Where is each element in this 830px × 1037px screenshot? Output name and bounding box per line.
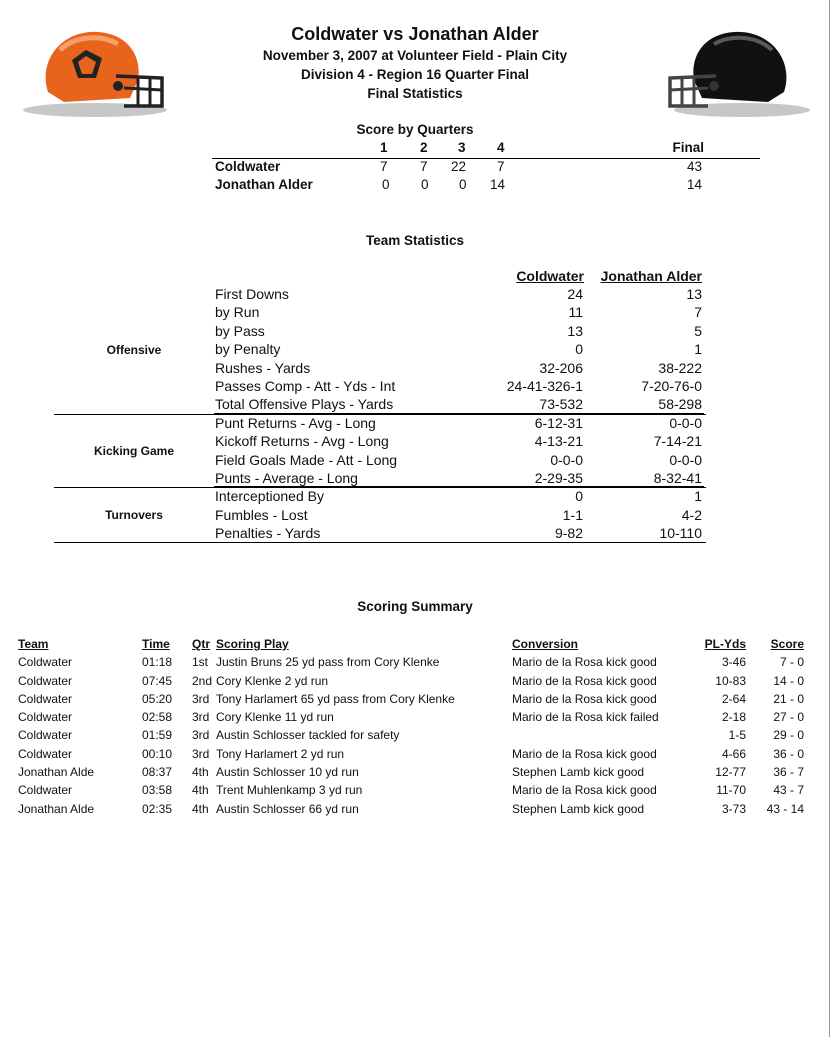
stat-value-jonathan-alder: 7 [694, 304, 702, 321]
scoring-play: Trent Muhlenkamp 3 yd run [216, 783, 363, 798]
col-scoring-play: Scoring Play [216, 637, 289, 651]
conversion: Mario de la Rosa kick good [512, 655, 657, 670]
conversion: Mario de la Rosa kick good [512, 746, 657, 761]
pl-yds: 10-83 [715, 673, 746, 688]
quarter-score: 14 [490, 177, 506, 192]
pl-yds: 3-73 [721, 801, 746, 816]
scoring-row [18, 692, 808, 710]
quarter: 4th [192, 801, 209, 816]
stat-value-jonathan-alder: 7-14-21 [653, 433, 702, 450]
team-stats-header-row [54, 268, 706, 286]
quarter: 4th [192, 783, 209, 798]
time: 02:35 [142, 801, 173, 816]
scoring-row [18, 802, 808, 820]
stat-label: Rushes - Yards [215, 359, 311, 376]
time: 00:10 [142, 746, 173, 761]
scoring-play: Cory Klenke 2 yd run [216, 673, 329, 688]
stat-row [54, 323, 706, 341]
stat-row [54, 415, 706, 433]
team: Coldwater [18, 673, 73, 688]
stat-value-jonathan-alder: 13 [686, 286, 702, 302]
stat-value-jonathan-alder: 7-20-76-0 [641, 377, 702, 394]
quarter-score: 0 [382, 177, 390, 192]
team: Coldwater [18, 655, 73, 670]
conversion: Mario de la Rosa kick good [512, 673, 657, 688]
stat-value-jonathan-alder: 4-2 [681, 506, 702, 523]
col-qtr: Qtr [192, 637, 210, 651]
scoring-play: Justin Bruns 25 yd pass from Cory Klenke [216, 655, 440, 670]
stat-value-coldwater: 4-13-21 [534, 433, 583, 450]
stat-label: Fumbles - Lost [215, 506, 308, 523]
quarter-header: 3 [458, 140, 466, 155]
score: 29 - 0 [773, 728, 804, 743]
game-date-location: November 3, 2007 at Volunteer Field - Plain City [262, 48, 568, 63]
stat-value-jonathan-alder: 5 [694, 322, 702, 339]
final-score: 43 [686, 159, 702, 174]
quarter-score: 22 [451, 159, 467, 174]
scoring-play: Cory Klenke 11 yd run [216, 710, 334, 725]
quarter-score: 7 [497, 159, 505, 174]
stat-label: Penalties - Yards [215, 525, 321, 542]
stat-label: by Run [215, 304, 260, 321]
team-stats-col-jonathan-alder: Jonathan Alder [600, 268, 702, 284]
divider [214, 486, 704, 487]
time: 01:18 [142, 655, 173, 670]
stat-value-coldwater: 13 [567, 322, 583, 339]
stat-value-jonathan-alder: 0-0-0 [669, 414, 702, 431]
quarters-header-row [212, 140, 760, 159]
stat-value-coldwater: 11 [568, 304, 583, 321]
pl-yds: 2-64 [721, 691, 746, 706]
time: 02:58 [142, 710, 173, 725]
conversion: Mario de la Rosa kick good [512, 783, 657, 798]
divider [54, 487, 706, 488]
team-name: Jonathan Alder [215, 177, 313, 192]
conversion: Mario de la Rosa kick failed [512, 710, 659, 725]
scoring-summary-title: Scoring Summary [357, 599, 473, 614]
score: 7 - 0 [779, 655, 804, 670]
quarter-score: 7 [380, 159, 388, 174]
stat-value-coldwater: 0 [575, 488, 583, 505]
quarter: 2nd [192, 673, 213, 688]
stat-value-coldwater: 1-1 [562, 506, 583, 523]
scoring-play: Tony Harlamert 2 yd run [216, 746, 345, 761]
col-time: Time [142, 637, 170, 651]
scoring-row [18, 655, 808, 673]
col-pl-yds: PL-Yds [704, 637, 746, 651]
score: 43 - 7 [773, 783, 804, 798]
stat-value-jonathan-alder: 8-32-41 [653, 469, 702, 486]
stat-value-coldwater: 6-12-31 [534, 414, 583, 431]
quarter-header: 1 [380, 140, 388, 155]
category-kicking-game: Kicking Game [93, 444, 175, 458]
team: Coldwater [18, 783, 73, 798]
stat-label: Passes Comp - Att - Yds - Int [215, 377, 396, 394]
pl-yds: 11-70 [716, 783, 746, 798]
stat-row [54, 286, 706, 304]
time: 05:20 [142, 691, 173, 706]
stat-row [54, 378, 706, 396]
quarter: 3rd [192, 691, 210, 706]
stat-row [54, 488, 706, 506]
stat-label: Punts - Average - Long [215, 469, 358, 486]
quarter-score: 7 [420, 159, 428, 174]
pl-yds: 4-66 [721, 746, 746, 761]
stat-label: by Pass [215, 322, 265, 339]
quarter-score: 0 [459, 177, 467, 192]
conversion: Mario de la Rosa kick good [512, 691, 657, 706]
score: 36 - 0 [773, 746, 804, 761]
score: 43 - 14 [766, 801, 804, 816]
pl-yds: 3-46 [721, 655, 746, 670]
quarters-row [212, 159, 760, 177]
scoring-header-row [18, 637, 808, 655]
team-stats-col-coldwater: Coldwater [516, 268, 584, 284]
scoring-rows [18, 655, 808, 820]
divider [54, 542, 706, 543]
quarter: 4th [192, 765, 209, 780]
final-header: Final [672, 140, 704, 155]
score: 21 - 0 [773, 691, 804, 706]
pl-yds: 2-18 [721, 710, 746, 725]
stat-row [54, 304, 706, 322]
score-by-quarters-table [212, 140, 760, 195]
team: Coldwater [18, 691, 73, 706]
category-turnovers: Turnovers [105, 508, 163, 522]
stat-row [54, 525, 706, 543]
stat-label: by Penalty [215, 341, 281, 358]
quarter-header: 4 [497, 140, 505, 155]
team: Jonathan Alde [18, 765, 94, 780]
stat-value-jonathan-alder: 0-0-0 [669, 451, 702, 468]
quarters-row [212, 177, 760, 195]
score-by-quarters-title: Score by Quarters [356, 122, 474, 137]
stat-value-jonathan-alder: 1 [694, 488, 702, 505]
scoring-row [18, 728, 808, 746]
divider [214, 413, 704, 414]
scoring-play: Austin Schlosser tackled for safety [216, 728, 400, 743]
scoring-row [18, 765, 808, 783]
stat-value-jonathan-alder: 1 [694, 341, 702, 358]
quarter: 3rd [192, 710, 210, 725]
stat-value-coldwater: 24 [567, 286, 583, 302]
scoring-summary-table [18, 637, 808, 820]
scoring-row [18, 674, 808, 692]
time: 07:45 [142, 673, 173, 688]
game-division: Division 4 - Region 16 Quarter Final [300, 67, 530, 82]
stat-value-coldwater: 2-29-35 [534, 469, 583, 486]
quarter: 1st [192, 655, 209, 670]
stat-value-jonathan-alder: 38-222 [658, 359, 702, 376]
stat-label: Punt Returns - Avg - Long [215, 414, 376, 431]
scoring-play: Austin Schlosser 10 yd run [216, 765, 359, 780]
stat-value-coldwater: 0 [575, 341, 583, 358]
team-statistics-table [54, 268, 706, 543]
team: Coldwater [18, 710, 73, 725]
stat-row [54, 360, 706, 378]
score: 36 - 7 [773, 765, 804, 780]
page-title: Coldwater vs Jonathan Alder [291, 24, 539, 44]
pl-yds: 1-5 [728, 728, 746, 743]
stat-value-coldwater: 73-532 [539, 396, 583, 413]
col-team: Team [18, 637, 49, 651]
divider [54, 414, 706, 415]
scoring-row [18, 710, 808, 728]
scoring-play: Austin Schlosser 66 yd run [216, 801, 359, 816]
stat-value-jonathan-alder: 10-110 [659, 525, 702, 542]
quarter-score: 0 [421, 177, 429, 192]
stat-value-coldwater: 24-41-326-1 [506, 377, 583, 394]
stat-value-coldwater: 32-206 [539, 359, 583, 376]
team-name: Coldwater [215, 159, 281, 174]
team-statistics-title: Team Statistics [365, 233, 465, 248]
col-conversion: Conversion [512, 637, 579, 651]
team: Jonathan Alde [18, 801, 94, 816]
pl-yds: 12-77 [715, 765, 746, 780]
stat-label: Kickoff Returns - Avg - Long [215, 433, 389, 450]
conversion: Stephen Lamb kick good [512, 801, 645, 816]
team: Coldwater [18, 728, 73, 743]
category-offensive: Offensive [106, 343, 162, 357]
stat-label: Total Offensive Plays - Yards [215, 396, 394, 413]
quarter: 3rd [192, 728, 210, 743]
time: 03:58 [142, 783, 173, 798]
score: 27 - 0 [773, 710, 804, 725]
stat-value-coldwater: 0-0-0 [550, 451, 583, 468]
conversion: Stephen Lamb kick good [512, 765, 645, 780]
scoring-row [18, 747, 808, 765]
stat-label: First Downs [215, 286, 289, 302]
stat-label: Field Goals Made - Att - Long [215, 451, 398, 468]
report-subtitle: Final Statistics [367, 86, 463, 101]
col-score: Score [770, 637, 804, 651]
stat-value-jonathan-alder: 58-298 [658, 396, 702, 413]
final-score: 14 [686, 177, 702, 192]
time: 08:37 [142, 765, 173, 780]
stat-row [54, 396, 706, 414]
scoring-play: Tony Harlamert 65 yd pass from Cory Klenke [216, 691, 455, 706]
quarter: 3rd [192, 746, 210, 761]
stat-value-coldwater: 9-82 [554, 525, 583, 542]
quarter-header: 2 [420, 140, 428, 155]
score: 14 - 0 [773, 673, 804, 688]
team: Coldwater [18, 746, 73, 761]
time: 01:59 [142, 728, 173, 743]
stat-label: Interceptioned By [215, 488, 324, 505]
scoring-row [18, 783, 808, 801]
